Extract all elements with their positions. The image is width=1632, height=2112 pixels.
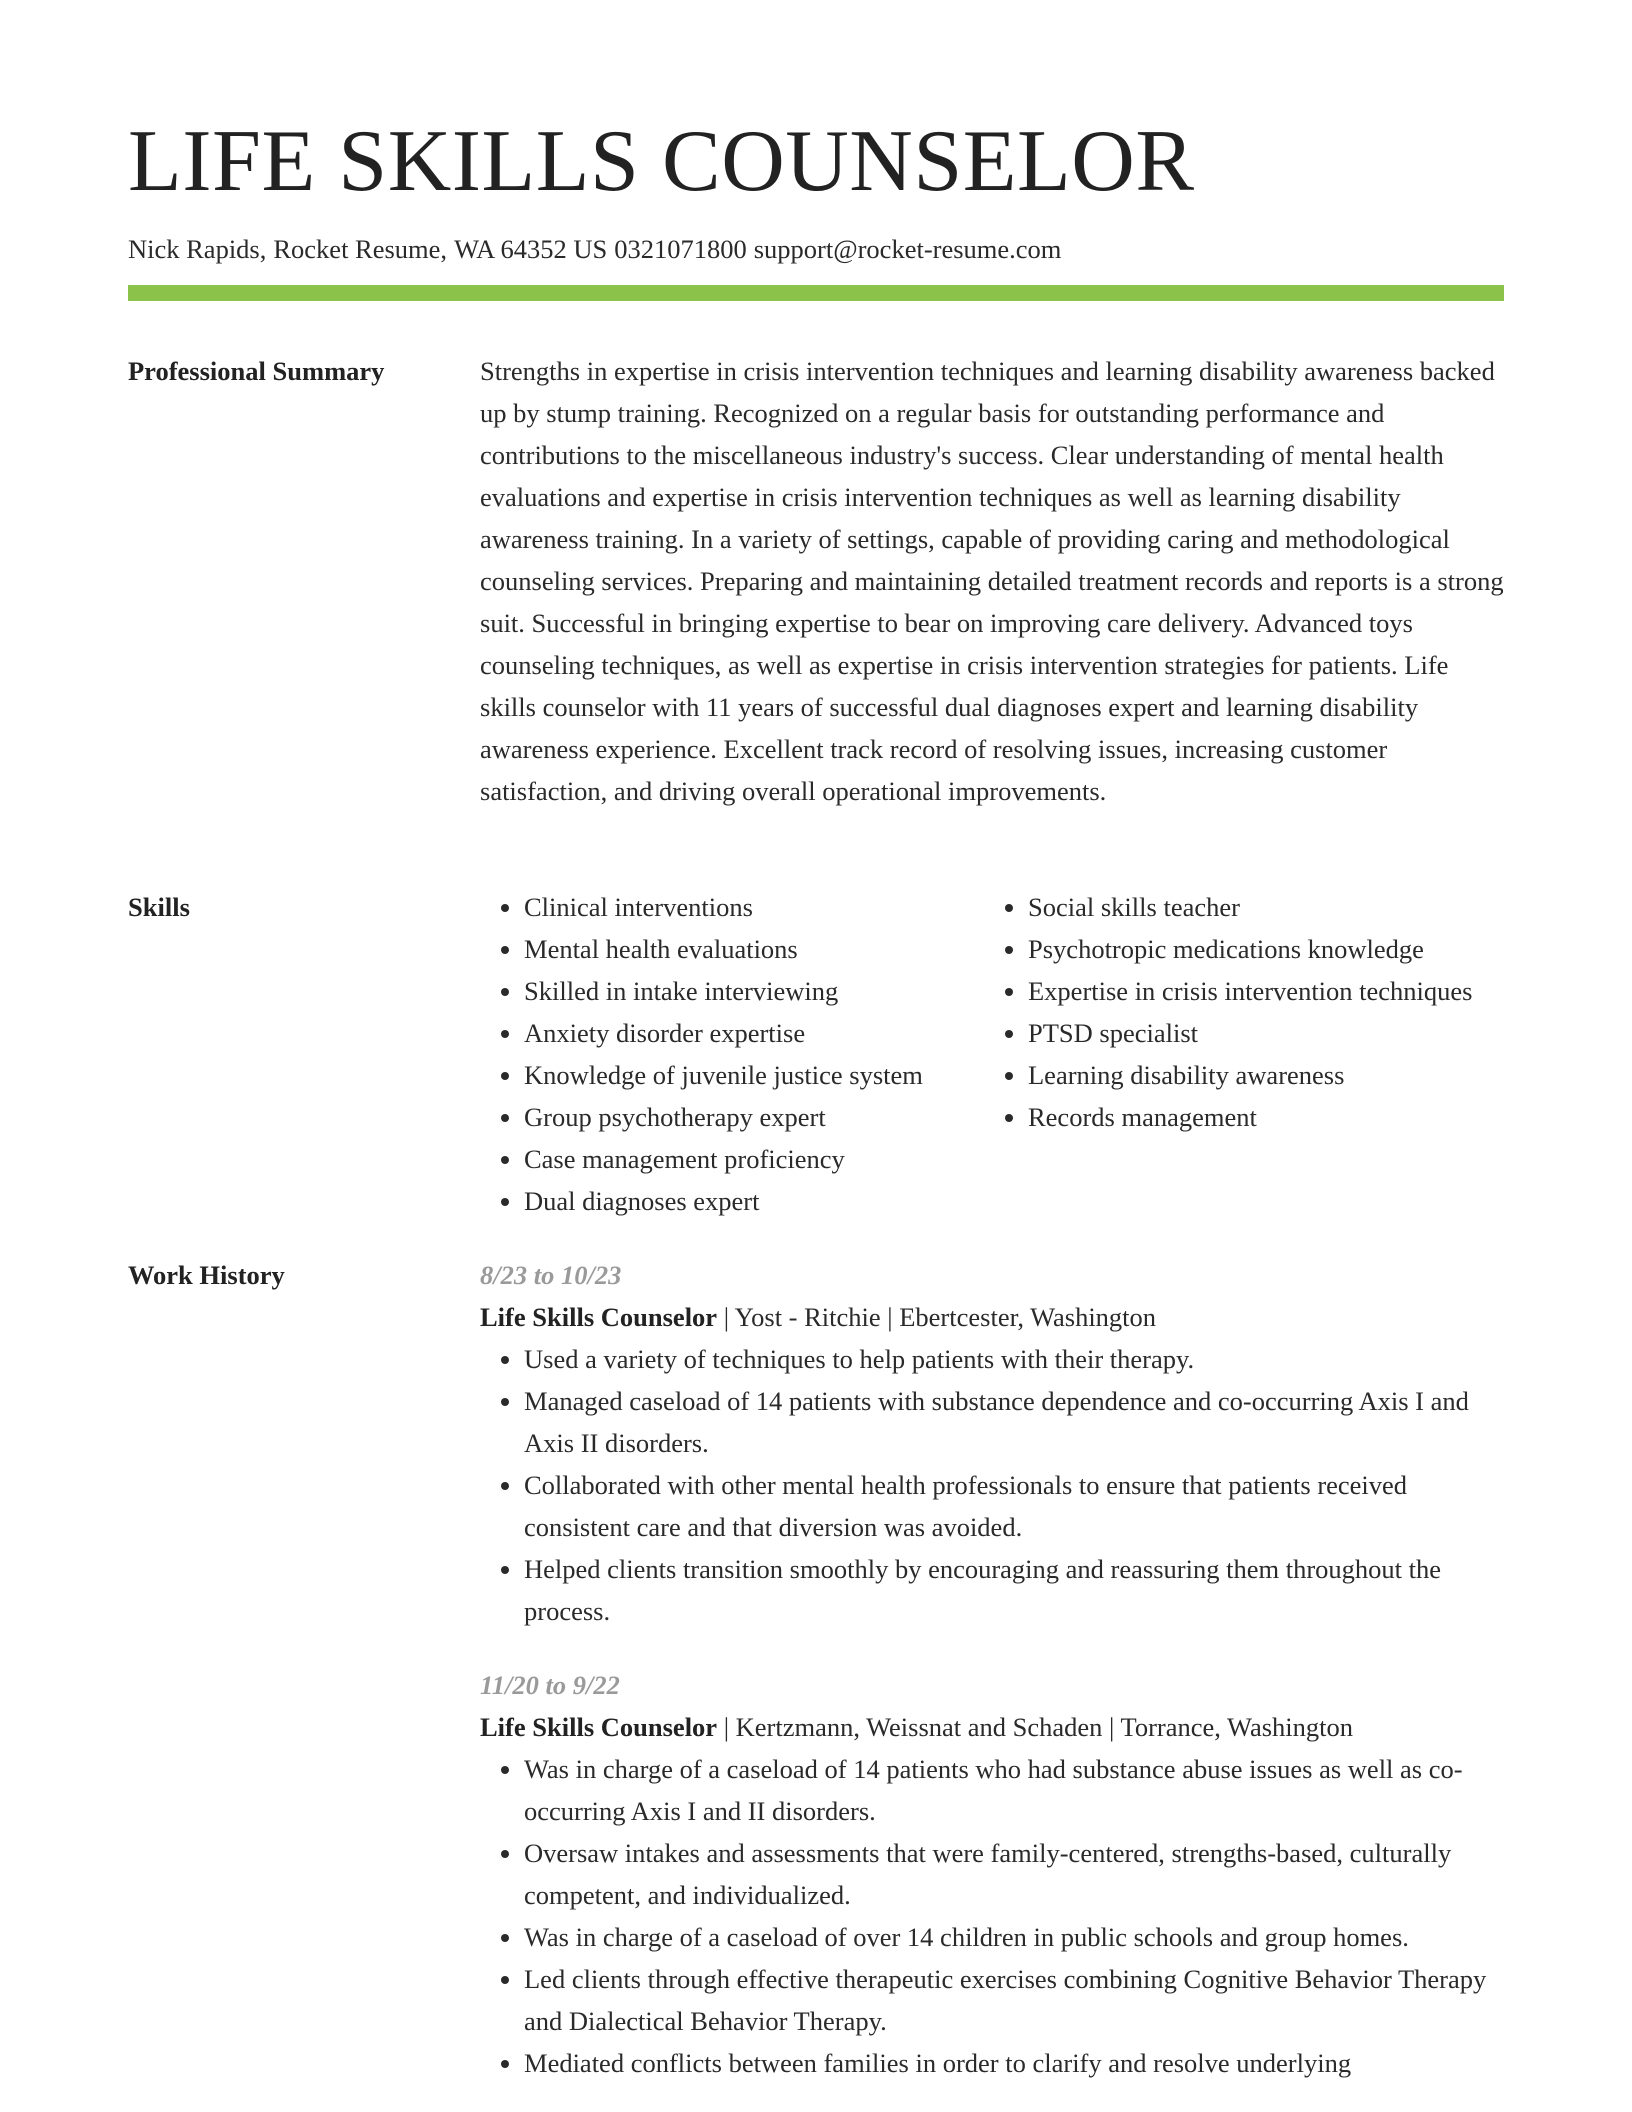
job-dates: 8/23 to 10/23 (480, 1260, 622, 1290)
skill-item: • Social skills teacher (1028, 886, 1488, 928)
skills-list-right (984, 886, 1488, 1138)
job-heading (480, 1296, 1504, 1338)
job-heading (480, 1706, 1504, 1748)
job-duty-item: • Collaborated with other mental health professionals to ensure that patients received consistent care and that diversion was avoided. (524, 1464, 1504, 1548)
job-duties-list (480, 1338, 1504, 1632)
work-history-section (128, 1254, 1504, 2112)
header-divider (128, 285, 1504, 301)
job-duty-item: • Led clients through effective therapeutic exercises combining Cognitive Behavior Therapy and Dialectical Behavior Therapy. (524, 1958, 1504, 2042)
job-employer-location: | Kertzmann, Weissnat and Schaden | Torrance, Washington (717, 1712, 1353, 1742)
skill-item: • Skilled in intake interviewing (524, 970, 984, 1012)
job-duty-item: • Used a variety of techniques to help patients with their therapy. (524, 1338, 1504, 1380)
job-entry (480, 1664, 1504, 2084)
job-duty-item: • Was in charge of a caseload of over 14 children in public schools and group homes. (524, 1916, 1504, 1958)
skill-item: • Clinical interventions (524, 886, 984, 928)
work-history-heading: Work History (128, 1260, 285, 1290)
job-duty-item: • Helped clients transition smoothly by encouraging and reassuring them throughout the process. (524, 1548, 1504, 1632)
contact-line (128, 234, 1061, 266)
skills-section (128, 886, 1504, 1226)
skills-list-left (480, 886, 984, 1222)
skill-item: • Group psychotherapy expert (524, 1096, 984, 1138)
job-duties-list (480, 1748, 1504, 2084)
summary-heading: Professional Summary (128, 356, 385, 386)
work-history-body (480, 1254, 1504, 2084)
skill-item: • Dual diagnoses expert (524, 1180, 984, 1222)
contact-email: support@rocket-resume.com (753, 234, 1062, 264)
job-title: Life Skills Counselor (480, 1302, 718, 1332)
skills-columns (480, 886, 1504, 1222)
job-entry (480, 1254, 1504, 1632)
skills-column-left (480, 886, 984, 1222)
summary-section (128, 350, 1504, 860)
job-title: Life Skills Counselor (480, 1712, 718, 1742)
contact-phone: 0321071800 (614, 234, 747, 264)
job-duty-item: • Managed caseload of 14 patients with substance dependence and co-occurring Axis I and Axis II disorders. (524, 1380, 1504, 1464)
skill-item: • Knowledge of juvenile justice system (524, 1054, 984, 1096)
summary-body (480, 350, 1504, 812)
skill-item: • PTSD specialist (1028, 1012, 1488, 1054)
job-duty-item: • Mediated conflicts between families in order to clarify and resolve underlying (524, 2042, 1504, 2084)
resume-title: LIFE SKILLS COUNSELOR (128, 113, 1195, 210)
skill-item: • Anxiety disorder expertise (524, 1012, 984, 1054)
skill-item: • Learning disability awareness (1028, 1054, 1488, 1096)
skill-item: • Case management proficiency (524, 1138, 984, 1180)
contact-company: Rocket Resume, (273, 234, 448, 264)
skill-item: • Psychotropic medications knowledge (1028, 928, 1488, 970)
job-dates: 11/20 to 9/22 (480, 1670, 620, 1700)
job-employer-location: | Yost - Ritchie | Ebertcester, Washington (717, 1302, 1157, 1332)
contact-name: Nick Rapids, (128, 234, 267, 264)
job-duty-item: • Was in charge of a caseload of 14 patients who had substance abuse issues as well as co-occurring Axis I and II disorders. (524, 1748, 1504, 1832)
skill-item: • Records management (1028, 1096, 1488, 1138)
summary-text: Strengths in expertise in crisis intervention techniques and learning disability awareness backed up by stump training. Recognized on a regular basis for outstanding performance and contributions to the miscellaneous industry's success. Clear understanding of mental health evaluations and expertise in crisis intervention techniques as well as learning disability awareness training. In a variety of settings, capable of providing caring and methodological counseling services. Preparing and maintaining detailed treatment records and reports is a strong suit. Successful in bringing expertise to bear on improving care delivery. Advanced toys counseling techniques, as well as expertise in crisis intervention strategies for patients. Life skills counselor with 11 years of successful dual diagnoses expert and learning disability awareness experience. Excellent track record of resolving issues, increasing customer satisfaction, and driving overall operational improvements. (480, 356, 1504, 806)
skill-item: • Mental health evaluations (524, 928, 984, 970)
skills-column-right (984, 886, 1488, 1222)
skills-heading: Skills (128, 892, 190, 922)
skill-item: • Expertise in crisis intervention techniques (1028, 970, 1488, 1012)
contact-location: WA 64352 US (454, 234, 608, 264)
job-duty-item: • Oversaw intakes and assessments that were family-centered, strengths-based, culturally competent, and individualized. (524, 1832, 1504, 1916)
